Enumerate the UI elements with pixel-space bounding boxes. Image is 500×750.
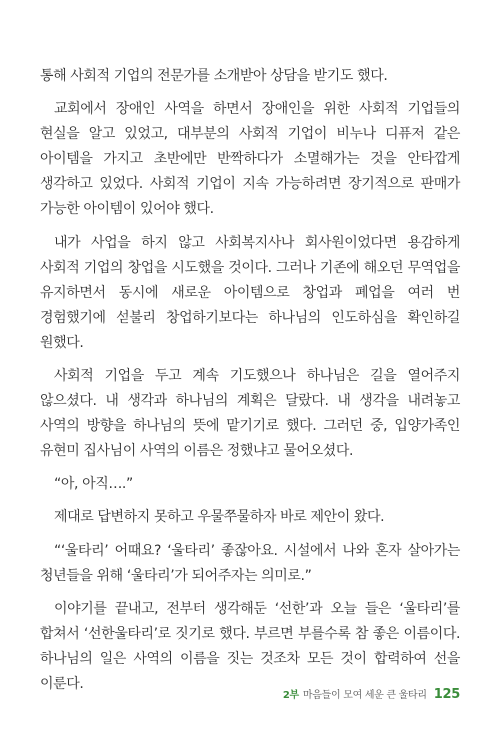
paragraph-2: 교회에서 장애인 사역을 하면서 장애인을 위한 사회적 기업들의 현실을 알고 있었고, 대부분의 사회적 기업이 비누나 디퓨저 같은 아이템을 가지고 초반에만 반짝하다가 소멸해가는 것을 안타깝게 생각하고 있었다. 사회적 기업이 지속 가능하려면 장기적으로 판매가 가능한 아이템이 있어야 했다. [40, 101, 460, 218]
part-label: 2부 [282, 690, 299, 701]
paragraph-4: 사회적 기업을 두고 계속 기도했으나 하나님은 길을 열어주지 않으셨다. 내 생각과 하나님의 계획은 달랐다. 내 생각을 내려놓고 사역의 방향을 하나님의 뜻에 맡기기로 했다. 그러던 중, 입양가족인 유현미 집사님이 사역의 이름은 정했냐고 물어오셨다. [40, 367, 460, 459]
paragraph-6: 제대로 답변하지 못하고 우물쭈물하자 바로 제안이 왔다. [54, 509, 385, 526]
part-title: 마음들이 모여 세운 큰 울타리 [302, 690, 427, 701]
page-number: 125 [433, 687, 460, 702]
paragraph-8: 이야기를 끝내고, 전부터 생각해둔 ‘선한’과 오늘 들은 ‘울타리’를 합쳐서 ‘선한울타리’로 짓기로 했다. 부르면 부를수록 참 좋은 이름이다. 하나님의 일은 사역의 이름을 짓는 것조차 모든 것이 합력하여 선을 이룬다. [40, 601, 460, 693]
paragraph-3: 내가 사업을 하지 않고 사회복지사나 회사원이었다면 용감하게 사회적 기업의 창업을 시도했을 것이다. 그러나 기존에 해오던 무역업을 유지하면서 동시에 새로운 아이템으로 창업과 폐업을 여러 번 경험했기에 섣불리 창업하기보다는 하나님의 인도하심을 확인하길 원했다. [40, 234, 460, 351]
paragraph-7: “‘울타리’ 어때요? ‘울타리’ 좋잖아요. 시설에서 나와 혼자 살아가는 청년들을 위해 ‘울타리’가 되어주자는 의미로.” [40, 542, 460, 584]
paragraph-1: 통해 사회적 기업의 전문가를 소개받아 상담을 받기도 했다. [40, 68, 388, 84]
paragraph-5: “아, 아직….” [54, 476, 133, 493]
running-footer [283, 686, 460, 702]
page-body [40, 64, 460, 705]
